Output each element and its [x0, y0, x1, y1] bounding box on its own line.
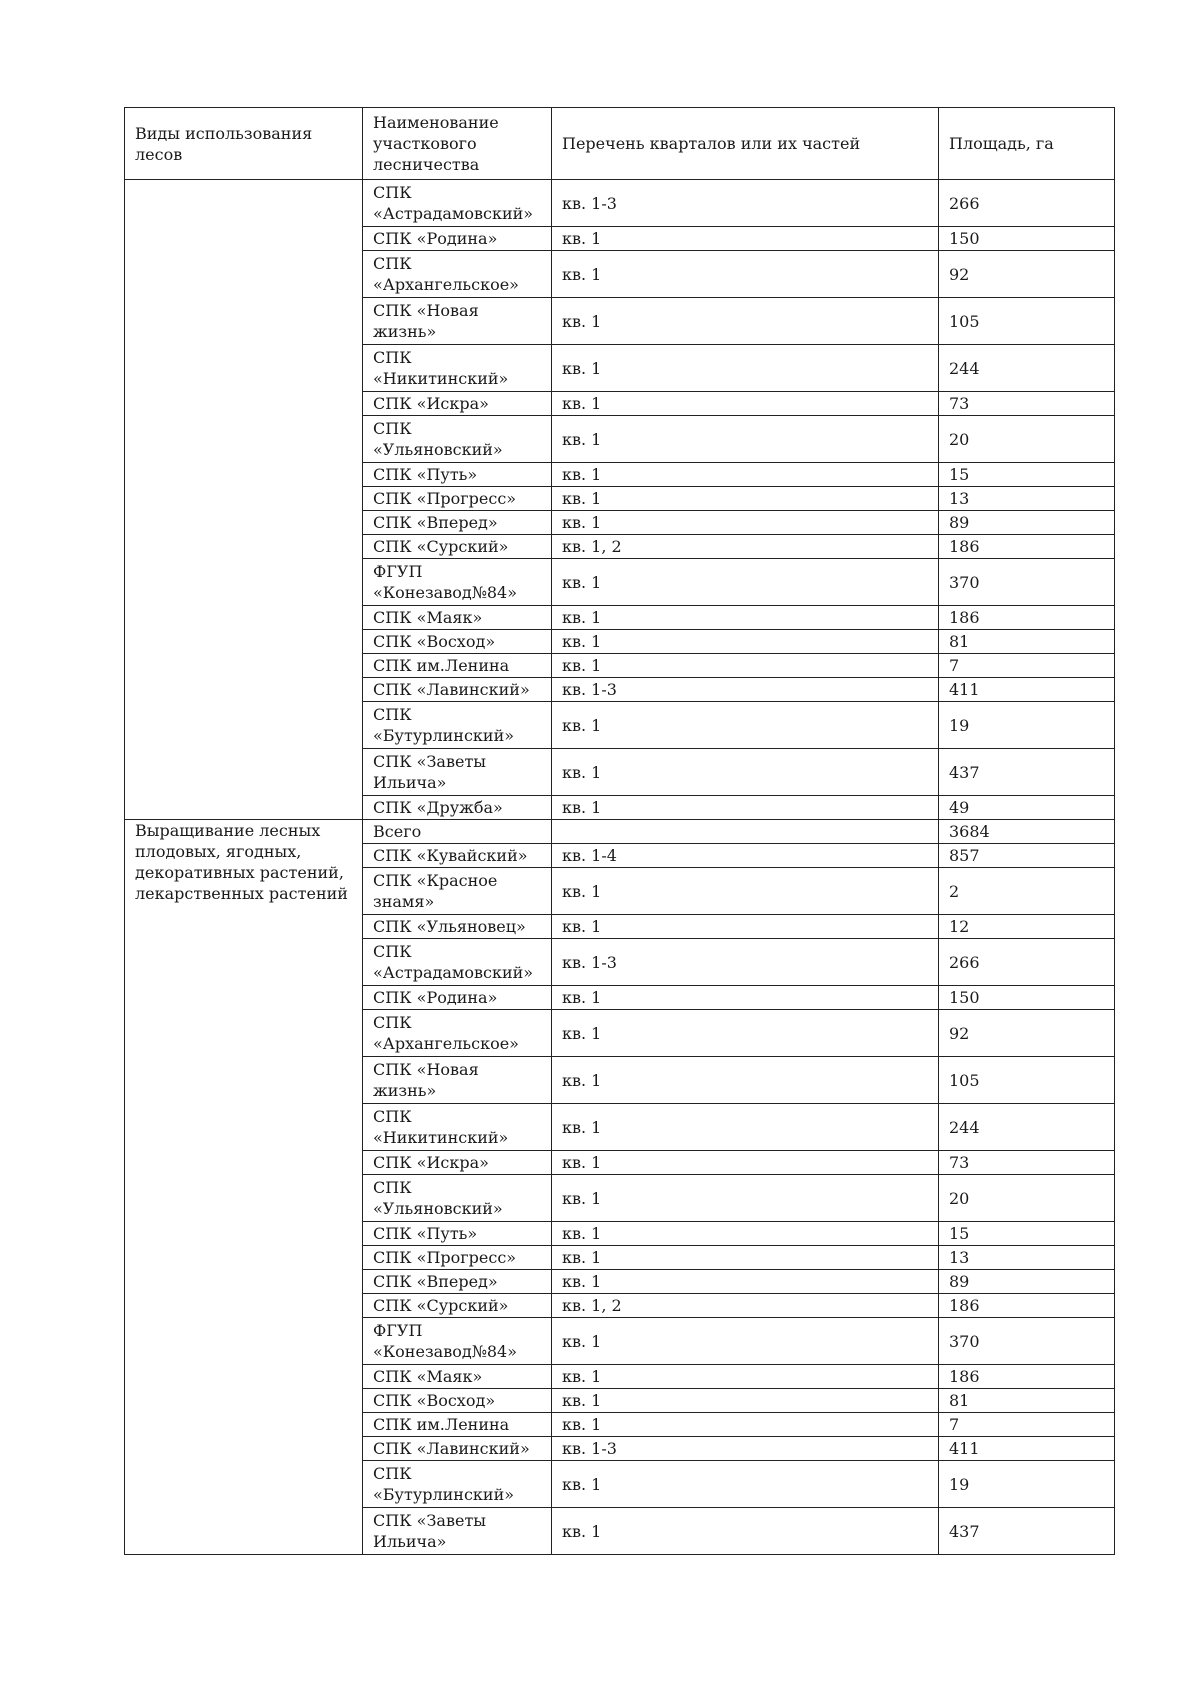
forestry-name-cell: СПК им.Ленина [363, 1413, 552, 1437]
area-cell: 266 [939, 939, 1115, 986]
area-cell: 81 [939, 1389, 1115, 1413]
use-type-cell: Выращивание лесных плодовых, ягодных, декоративных растений, лекарственных растений [125, 820, 363, 1555]
quarters-cell: кв. 1, 2 [552, 1294, 939, 1318]
area-cell: 266 [939, 180, 1115, 227]
quarters-cell: кв. 1 [552, 868, 939, 915]
quarters-cell: кв. 1, 2 [552, 535, 939, 559]
area-cell: 186 [939, 606, 1115, 630]
forestry-name-cell: СПК «Архангельское» [363, 1010, 552, 1057]
area-cell: 411 [939, 678, 1115, 702]
forestry-name-cell: СПК «Прогресс» [363, 487, 552, 511]
area-cell: 437 [939, 1508, 1115, 1555]
use-type-cell [125, 180, 363, 820]
quarters-cell: кв. 1 [552, 345, 939, 392]
forestry-name-cell: СПК «Бутурлинский» [363, 1461, 552, 1508]
quarters-cell: кв. 1 [552, 1222, 939, 1246]
forestry-name-cell: СПК «Восход» [363, 630, 552, 654]
quarters-cell: кв. 1 [552, 1010, 939, 1057]
area-cell: 2 [939, 868, 1115, 915]
quarters-cell [552, 820, 939, 844]
quarters-cell: кв. 1 [552, 1175, 939, 1222]
area-cell: 20 [939, 1175, 1115, 1222]
quarters-cell: кв. 1 [552, 749, 939, 796]
forestry-name-cell: СПК «Новая жизнь» [363, 298, 552, 345]
forestry-name-cell: СПК «Родина» [363, 986, 552, 1010]
forestry-name-cell: СПК «Заветы Ильича» [363, 749, 552, 796]
quarters-cell: кв. 1 [552, 986, 939, 1010]
area-cell: 3684 [939, 820, 1115, 844]
area-cell: 857 [939, 844, 1115, 868]
quarters-cell: кв. 1 [552, 416, 939, 463]
area-cell: 370 [939, 559, 1115, 606]
area-cell: 186 [939, 1294, 1115, 1318]
forestry-name-cell: СПК «Родина» [363, 227, 552, 251]
forestry-name-cell: СПК «Путь» [363, 463, 552, 487]
quarters-cell: кв. 1 [552, 298, 939, 345]
forestry-name-cell: СПК «Красное знамя» [363, 868, 552, 915]
quarters-cell: кв. 1 [552, 702, 939, 749]
forestry-name-cell: СПК «Новая жизнь» [363, 1057, 552, 1104]
forestry-name-cell: СПК «Вперед» [363, 1270, 552, 1294]
quarters-cell: кв. 1 [552, 606, 939, 630]
forestry-name-cell: СПК «Кувайский» [363, 844, 552, 868]
quarters-cell: кв. 1-3 [552, 678, 939, 702]
forestry-name-cell: СПК «Заветы Ильича» [363, 1508, 552, 1555]
header-use-type: Виды использования лесов [125, 108, 363, 180]
quarters-cell: кв. 1 [552, 654, 939, 678]
forestry-name-cell: СПК «Восход» [363, 1389, 552, 1413]
quarters-cell: кв. 1 [552, 227, 939, 251]
area-cell: 411 [939, 1437, 1115, 1461]
area-cell: 244 [939, 345, 1115, 392]
quarters-cell: кв. 1 [552, 1057, 939, 1104]
forestry-name-cell: СПК им.Ленина [363, 654, 552, 678]
area-cell: 186 [939, 535, 1115, 559]
quarters-cell: кв. 1 [552, 559, 939, 606]
area-cell: 150 [939, 986, 1115, 1010]
table-row [125, 820, 1115, 844]
area-cell: 105 [939, 298, 1115, 345]
forestry-name-cell: СПК «Маяк» [363, 606, 552, 630]
area-cell: 92 [939, 251, 1115, 298]
quarters-cell: кв. 1 [552, 1270, 939, 1294]
forestry-name-cell: СПК «Маяк» [363, 1365, 552, 1389]
quarters-cell: кв. 1 [552, 1365, 939, 1389]
forestry-name-cell: СПК «Ульяновский» [363, 1175, 552, 1222]
quarters-cell: кв. 1 [552, 1318, 939, 1365]
area-cell: 73 [939, 392, 1115, 416]
area-cell: 89 [939, 1270, 1115, 1294]
forestry-name-cell: СПК «Астрадамовский» [363, 180, 552, 227]
forestry-name-cell: СПК «Лавинский» [363, 678, 552, 702]
forestry-name-cell: СПК «Астрадамовский» [363, 939, 552, 986]
header-row [125, 108, 1115, 180]
header-forestry-name: Наименование участкового лесничества [363, 108, 552, 180]
forestry-name-cell: СПК «Сурский» [363, 1294, 552, 1318]
quarters-cell: кв. 1 [552, 463, 939, 487]
forestry-name-cell: СПК «Архангельское» [363, 251, 552, 298]
area-cell: 186 [939, 1365, 1115, 1389]
quarters-cell: кв. 1 [552, 251, 939, 298]
forestry-name-cell: СПК «Ульяновский» [363, 416, 552, 463]
forestry-name-cell: СПК «Никитинский» [363, 1104, 552, 1151]
quarters-cell: кв. 1 [552, 1151, 939, 1175]
area-cell: 13 [939, 1246, 1115, 1270]
forestry-name-cell: СПК «Лавинский» [363, 1437, 552, 1461]
forestry-name-cell: СПК «Никитинский» [363, 345, 552, 392]
quarters-cell: кв. 1 [552, 1461, 939, 1508]
area-cell: 105 [939, 1057, 1115, 1104]
forestry-name-cell: СПК «Сурский» [363, 535, 552, 559]
forestry-name-cell: Всего [363, 820, 552, 844]
area-cell: 437 [939, 749, 1115, 796]
forestry-name-cell: СПК «Ульяновец» [363, 915, 552, 939]
quarters-cell: кв. 1 [552, 1104, 939, 1151]
area-cell: 150 [939, 227, 1115, 251]
forestry-name-cell: СПК «Прогресс» [363, 1246, 552, 1270]
quarters-cell: кв. 1 [552, 1389, 939, 1413]
forestry-name-cell: СПК «Путь» [363, 1222, 552, 1246]
quarters-cell: кв. 1-3 [552, 939, 939, 986]
table-body [125, 108, 1115, 1555]
forestry-name-cell: СПК «Искра» [363, 1151, 552, 1175]
header-quarters: Перечень кварталов или их частей [552, 108, 939, 180]
area-cell: 81 [939, 630, 1115, 654]
area-cell: 19 [939, 702, 1115, 749]
area-cell: 73 [939, 1151, 1115, 1175]
quarters-cell: кв. 1 [552, 1508, 939, 1555]
quarters-cell: кв. 1 [552, 1413, 939, 1437]
forestry-name-cell: СПК «Бутурлинский» [363, 702, 552, 749]
forestry-name-cell: СПК «Искра» [363, 392, 552, 416]
table-row [125, 180, 1115, 227]
quarters-cell: кв. 1-3 [552, 1437, 939, 1461]
quarters-cell: кв. 1 [552, 487, 939, 511]
area-cell: 15 [939, 1222, 1115, 1246]
area-cell: 15 [939, 463, 1115, 487]
forestry-name-cell: СПК «Дружба» [363, 796, 552, 820]
area-cell: 7 [939, 1413, 1115, 1437]
area-cell: 13 [939, 487, 1115, 511]
quarters-cell: кв. 1 [552, 796, 939, 820]
area-cell: 89 [939, 511, 1115, 535]
area-cell: 49 [939, 796, 1115, 820]
quarters-cell: кв. 1-3 [552, 180, 939, 227]
quarters-cell: кв. 1 [552, 1246, 939, 1270]
quarters-cell: кв. 1 [552, 392, 939, 416]
forest-use-table [124, 107, 1115, 1555]
header-area: Площадь, га [939, 108, 1115, 180]
area-cell: 20 [939, 416, 1115, 463]
area-cell: 244 [939, 1104, 1115, 1151]
quarters-cell: кв. 1 [552, 630, 939, 654]
forestry-name-cell: СПК «Вперед» [363, 511, 552, 535]
forestry-name-cell: ФГУП «Конезавод№84» [363, 559, 552, 606]
quarters-cell: кв. 1 [552, 511, 939, 535]
quarters-cell: кв. 1 [552, 915, 939, 939]
area-cell: 19 [939, 1461, 1115, 1508]
area-cell: 7 [939, 654, 1115, 678]
area-cell: 370 [939, 1318, 1115, 1365]
forestry-name-cell: ФГУП «Конезавод№84» [363, 1318, 552, 1365]
area-cell: 92 [939, 1010, 1115, 1057]
quarters-cell: кв. 1-4 [552, 844, 939, 868]
area-cell: 12 [939, 915, 1115, 939]
